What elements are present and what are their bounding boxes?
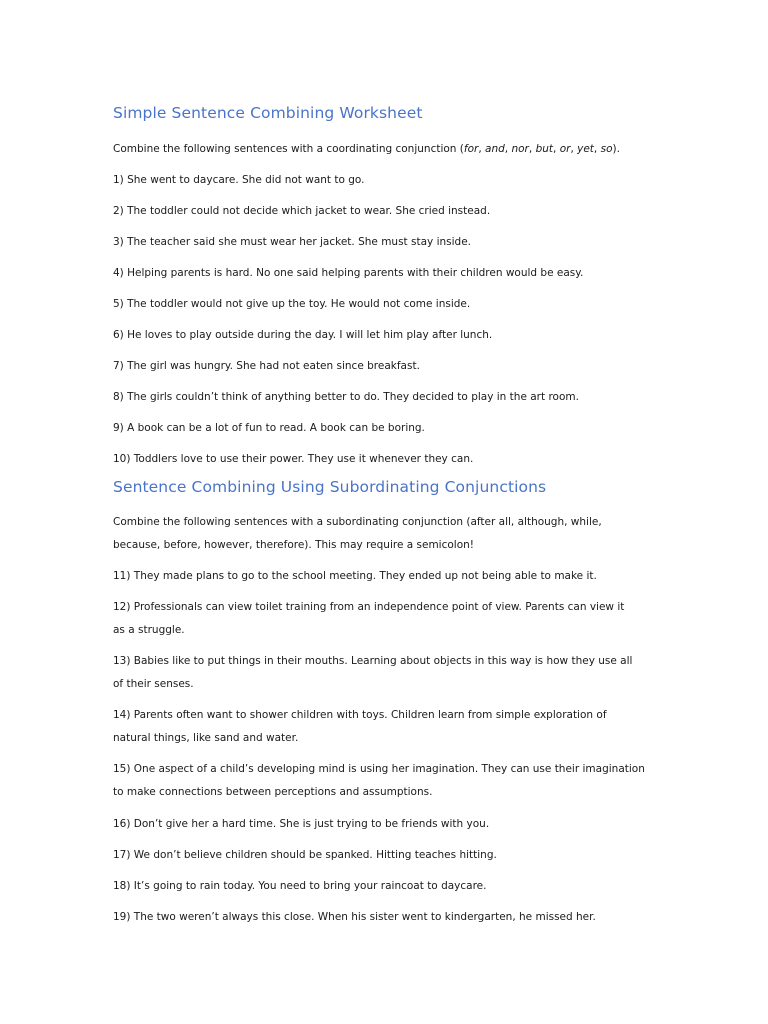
exercise-item: 2) The toddler could not decide which jacket to wear. She cried instead. [113, 205, 491, 217]
exercise-item: 15) One aspect of a child’s developing mind is using her imagination. They can use their imagination [113, 763, 645, 775]
exercise-item: 9) A book can be a lot of fun to read. A book can be boring. [113, 422, 425, 434]
exercise-item: 18) It’s going to rain today. You need to bring your raincoat to daycare. [113, 880, 487, 892]
section-heading-subordinating: Sentence Combining Using Subordinating Conjunctions [113, 478, 547, 496]
conjunction-yet: yet [577, 143, 594, 155]
conjunction-nor: nor [511, 143, 529, 155]
section-instruction-subordinating-line1: Combine the following sentences with a subordinating conjunction (after all, although, while, [113, 516, 602, 528]
section-instruction-subordinating-line2: because, before, however, therefore). This may require a semicolon! [113, 539, 474, 551]
section-heading-coordinating: Simple Sentence Combining Worksheet [113, 104, 423, 122]
conjunction-and: and [485, 143, 505, 155]
exercise-item: 6) He loves to play outside during the day. I will let him play after lunch. [113, 329, 493, 341]
exercise-item-continuation: natural things, like sand and water. [113, 732, 299, 744]
conjunction-but: but [535, 143, 553, 155]
exercise-item: 14) Parents often want to shower children with toys. Children learn from simple exploration of [113, 709, 607, 721]
section-instruction-coordinating: Combine the following sentences with a coordinating conjunction (for, and, nor, but, or, yet, so). [113, 143, 620, 155]
exercise-item: 13) Babies like to put things in their mouths. Learning about objects in this way is how they use all [113, 655, 633, 667]
exercise-item: 17) We don’t believe children should be spanked. Hitting teaches hitting. [113, 849, 497, 861]
instruction-text: Combine the following sentences with a coordinating conjunction ( [113, 143, 464, 155]
exercise-item: 11) They made plans to go to the school meeting. They ended up not being able to make it. [113, 570, 597, 582]
exercise-item: 12) Professionals can view toilet training from an independence point of view. Parents can view it [113, 601, 625, 613]
exercise-item: 16) Don’t give her a hard time. She is just trying to be friends with you. [113, 818, 490, 830]
exercise-item: 1) She went to daycare. She did not want to go. [113, 174, 365, 186]
exercise-item: 5) The toddler would not give up the toy. He would not come inside. [113, 298, 471, 310]
instruction-text-end: ). [612, 143, 620, 155]
exercise-item: 10) Toddlers love to use their power. They use it whenever they can. [113, 453, 474, 465]
exercise-item: 19) The two weren’t always this close. When his sister went to kindergarten, he missed her. [113, 911, 596, 923]
conjunction-or: or [559, 143, 571, 155]
exercise-item: 3) The teacher said she must wear her jacket. She must stay inside. [113, 236, 471, 248]
exercise-item: 4) Helping parents is hard. No one said helping parents with their children would be easy. [113, 267, 584, 279]
exercise-item: 8) The girls couldn’t think of anything better to do. They decided to play in the art room. [113, 391, 579, 403]
exercise-item-continuation: of their senses. [113, 678, 194, 690]
exercise-item-continuation: as a struggle. [113, 624, 185, 636]
exercise-item-continuation: to make connections between perceptions and assumptions. [113, 786, 433, 798]
conjunction-for: for [463, 143, 479, 155]
exercise-item: 7) The girl was hungry. She had not eaten since breakfast. [113, 360, 420, 372]
conjunction-so: so [600, 143, 613, 155]
